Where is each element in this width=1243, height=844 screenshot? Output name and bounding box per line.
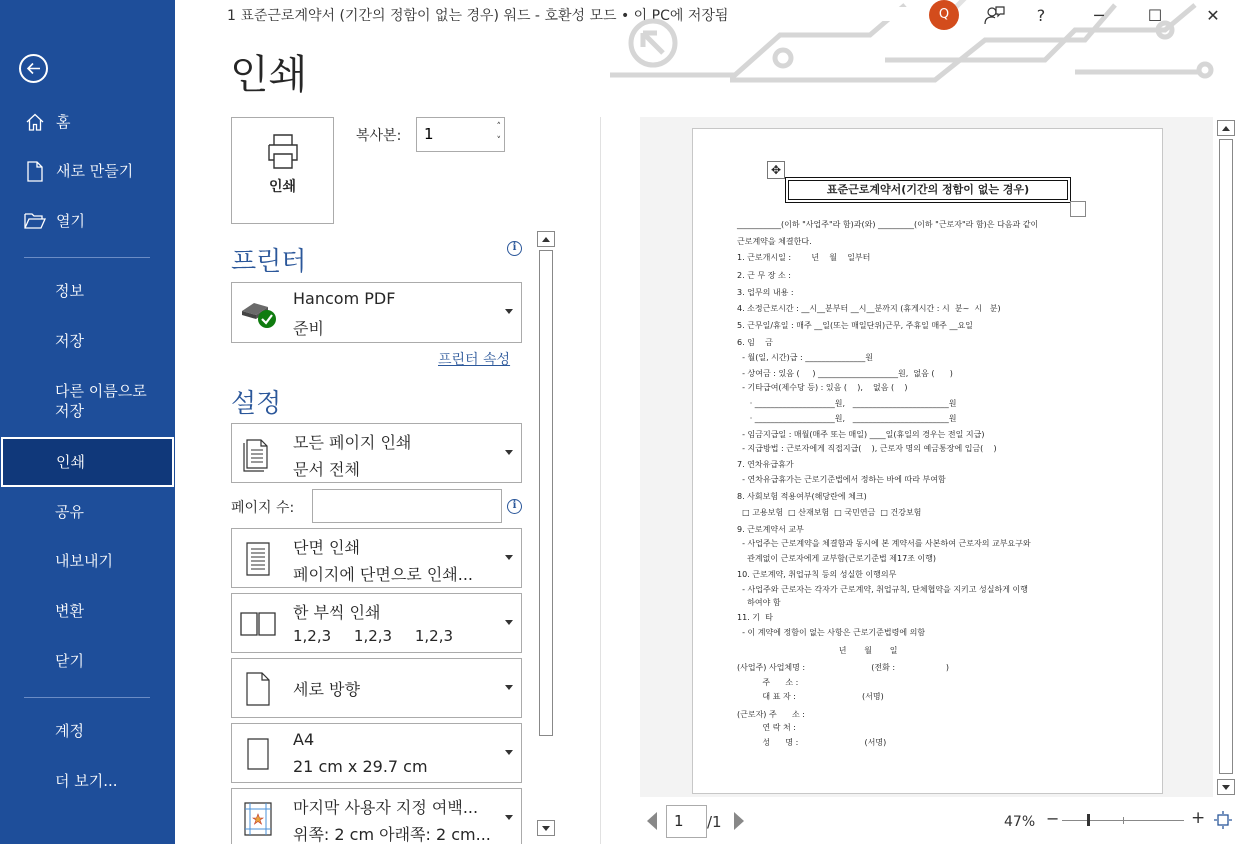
doc-line: 관계없이 근로자에게 교부함(근로기준법 제17조 이행)	[737, 554, 937, 563]
nav-print[interactable]	[1, 437, 174, 487]
doc-line: - 상여금 : 있음 ( ) ____________________원, 없음 ( )	[737, 369, 953, 378]
move-handle-icon: ✥	[767, 161, 785, 179]
zoom-in-button[interactable]: +	[1191, 808, 1206, 828]
nav-save-label: 저장	[55, 332, 84, 350]
paper-icon	[240, 736, 276, 772]
nav-export[interactable]	[0, 538, 175, 584]
doc-line: 1. 근로개시일 : 년 월 일부터	[737, 253, 871, 262]
scroll-up-icon[interactable]	[1217, 120, 1235, 136]
duplex-select[interactable]	[231, 528, 522, 588]
printer-icon	[264, 132, 302, 170]
nav-transform-label: 변환	[55, 602, 84, 620]
nav-new-label: 새로 만들기	[56, 162, 134, 180]
doc-line: - 사업주와 근로자는 각자가 근로계약, 취업규칙, 단체협약을 지키고 성실하게 이행	[737, 585, 1028, 594]
open-folder-icon	[24, 210, 46, 232]
print-range-title: 모든 페이지 인쇄	[293, 433, 412, 452]
nav-home[interactable]	[0, 99, 175, 145]
chevron-down-icon	[505, 685, 513, 690]
doc-line: 4. 소정근로시간 : __시__분부터 __시__분까지 (휴게시간 : 시 분~ 시 분)	[737, 304, 1001, 313]
nav-close-label: 닫기	[55, 652, 84, 670]
back-arrow-icon	[26, 61, 41, 76]
nav-home-label: 홈	[56, 113, 71, 131]
nav-save[interactable]	[0, 318, 175, 364]
doc-line: ___________(이하 "사업주"라 함)과(와) _________(이하 "근로자"라 함)은 다음과 같이	[737, 220, 1039, 229]
print-button-label: 인쇄	[268, 179, 297, 195]
doc-line: - 지급방법 : 근로자에게 직접지급( ), 근로자 명의 예금통장에 입금( )	[737, 444, 997, 453]
nav-account[interactable]	[0, 708, 175, 754]
chevron-down-icon	[505, 450, 513, 455]
doc-line: · ____________________원, ________________________원	[737, 399, 957, 408]
orientation-select[interactable]	[231, 658, 522, 718]
collate-sub: 1,2,3 1,2,3 1,2,3	[293, 627, 454, 645]
margins-title: 마지막 사용자 지정 여백...	[293, 798, 479, 817]
doc-checkbox	[1070, 201, 1086, 217]
nav-info-label: 정보	[55, 282, 84, 300]
doc-line: □ 고용보험 □ 산재보험 □ 국민연금 □ 건강보험	[737, 508, 922, 517]
nav-open-label: 열기	[56, 212, 85, 230]
zoom-slider-thumb[interactable]	[1087, 814, 1090, 826]
maximize-button[interactable]: ☐	[1147, 5, 1163, 25]
margins-icon	[240, 801, 276, 837]
scroll-thumb[interactable]	[1219, 139, 1233, 774]
chevron-down-icon	[505, 555, 513, 560]
zoom-center-tick	[1123, 817, 1124, 824]
coauthor-icon[interactable]	[971, 0, 1017, 30]
zoom-level[interactable]: 47%	[1004, 814, 1036, 830]
portrait-icon	[240, 671, 276, 707]
info-icon[interactable]: i	[507, 499, 522, 514]
nav-more-label: 더 보기...	[55, 772, 118, 790]
settings-scrollbar[interactable]	[537, 231, 555, 836]
nav-account-label: 계정	[55, 722, 84, 740]
paper-size-select[interactable]	[231, 723, 522, 783]
margins-select[interactable]	[231, 788, 522, 844]
copies-spin-icon[interactable]: ˄ ˅	[496, 122, 501, 146]
zoom-to-page-icon[interactable]	[1214, 811, 1232, 829]
doc-line: 대 표 자 : (서명)	[737, 692, 884, 701]
close-button[interactable]: ✕	[1206, 5, 1220, 25]
scroll-thumb[interactable]	[539, 250, 553, 736]
doc-line: 9. 근로계약서 교부	[737, 525, 804, 534]
orientation-title: 세로 방향	[293, 680, 360, 699]
doc-line: 11. 기 타	[737, 613, 773, 622]
collate-title: 한 부씩 인쇄	[293, 603, 381, 622]
nav-more[interactable]	[0, 758, 175, 804]
printer-heading: 프린터	[231, 247, 307, 277]
doc-line: - 이 계약에 정함이 없는 사항은 근로기준법령에 의함	[737, 628, 926, 637]
nav-transform[interactable]	[0, 588, 175, 634]
current-page-input[interactable]: 1	[666, 805, 707, 838]
collate-select[interactable]	[231, 593, 522, 653]
doc-line: - 연차유급휴가는 근로기준법에서 정하는 바에 따라 부여함	[737, 475, 946, 484]
nav-print-label: 인쇄	[56, 453, 85, 471]
next-page-icon[interactable]	[734, 812, 744, 830]
print-range-sub: 문서 전체	[293, 460, 360, 479]
page-title: 인쇄	[230, 52, 308, 98]
doc-line: - 기타급여(제수당 등) : 있음 ( ), 없음 ( )	[737, 383, 908, 392]
doc-line: 연 락 처 :	[737, 723, 796, 732]
printer-name: Hancom PDF	[293, 289, 396, 308]
doc-line: 주 소 :	[737, 678, 799, 687]
doc-line: - 사업주는 근로계약을 체결함과 동시에 본 계약서를 사본하여 근로자의 교부요구와	[737, 539, 1031, 548]
doc-line: 근로계약을 체결한다.	[737, 237, 812, 246]
previous-page-icon[interactable]	[647, 812, 657, 830]
doc-line: - 월(일, 시간)급 : _______________원	[737, 353, 873, 362]
doc-title: 표준근로계약서(기간의 정함이 없는 경우)	[788, 180, 1068, 200]
doc-line: (근로자) 주 소 :	[737, 710, 805, 719]
doc-line: 5. 근무일/휴일 : 매주 __일(또는 매일단위)근무, 주휴일 매주 __요일	[737, 321, 973, 330]
user-avatar[interactable]: Q	[929, 0, 959, 30]
doc-line: 7. 연차유급휴가	[737, 460, 794, 469]
doc-line: · ____________________원, ________________________원	[737, 414, 957, 423]
doc-line: 성 명 : (서명)	[737, 738, 887, 747]
preview-page	[692, 128, 1163, 794]
printer-properties-link[interactable]: 프린터 속성	[438, 352, 511, 368]
doc-line: 10. 근로계약, 취업규칙 등의 성실한 이행의무	[737, 570, 897, 579]
copies-label: 복사본:	[356, 128, 402, 144]
printer-select[interactable]	[231, 282, 522, 343]
page-total: /1	[707, 813, 722, 831]
chevron-down-icon	[505, 309, 513, 314]
nav-open[interactable]	[0, 198, 175, 244]
paper-size-title: A4	[293, 730, 315, 749]
duplex-sub: 페이지에 단면으로 인쇄...	[293, 565, 473, 584]
copies-stepper[interactable]	[416, 117, 505, 152]
chevron-down-icon	[505, 620, 513, 625]
pages-label: 페이지 수:	[231, 500, 295, 516]
collated-icon	[240, 606, 276, 642]
printer-status: 준비	[293, 319, 324, 338]
nav-close[interactable]	[0, 638, 175, 684]
margins-sub: 위쪽: 2 cm 아래쪽: 2 cm...	[293, 825, 491, 844]
nav-separator	[24, 257, 150, 258]
title-bar	[175, 0, 1243, 30]
pages-stack-icon	[240, 436, 276, 472]
help-button[interactable]: ?	[1036, 5, 1046, 25]
doc-line: 2. 근 무 장 소 :	[737, 271, 791, 280]
window-title: 1 표준근로계약서 (기간의 정함이 없는 경우) 워드 - 호환성 모드 • 이 PC에 저장됨	[227, 8, 729, 24]
chevron-down-icon	[505, 750, 513, 755]
pages-input[interactable]	[312, 489, 502, 523]
new-document-icon	[24, 160, 46, 182]
nav-save-as-label: 다른 이름으로 저장	[55, 382, 147, 420]
back-button[interactable]	[19, 54, 48, 83]
doc-line: (사업주) 사업체명 : (전화 : )	[737, 663, 950, 672]
scroll-up-icon[interactable]	[537, 231, 555, 247]
doc-line: - 임금지급일 : 매월(매주 또는 매일) ____일(휴일의 경우는 전일 지급)	[737, 430, 985, 439]
home-icon	[24, 111, 46, 133]
zoom-out-button[interactable]: −	[1046, 809, 1060, 828]
nav-share-label: 공유	[55, 503, 84, 521]
user-name-box	[863, 7, 915, 21]
settings-heading: 설정	[231, 389, 282, 419]
nav-export-label: 내보내기	[55, 552, 113, 570]
doc-line: 8. 사회보험 적용여부(해당란에 체크)	[737, 492, 867, 501]
nav-new[interactable]	[0, 148, 175, 194]
scroll-down-icon[interactable]	[1217, 779, 1235, 795]
doc-line: 3. 업무의 내용 :	[737, 288, 794, 297]
info-icon[interactable]: i	[507, 241, 522, 256]
preview-scrollbar[interactable]	[1217, 120, 1235, 796]
doc-line: 하여야 함	[737, 598, 781, 607]
pane-divider	[600, 117, 601, 844]
nav-share[interactable]	[0, 489, 175, 535]
doc-line: 년 월 일	[737, 646, 898, 655]
copies-input[interactable]	[417, 118, 477, 149]
print-range-select[interactable]	[231, 423, 522, 483]
minimize-button[interactable]: ─	[1094, 5, 1104, 25]
nav-save-as[interactable]	[0, 377, 175, 425]
chevron-down-icon	[505, 815, 513, 820]
nav-info[interactable]	[0, 268, 175, 314]
scroll-down-icon[interactable]	[537, 820, 555, 836]
backstage-sidebar	[0, 0, 175, 844]
one-sided-icon	[240, 541, 276, 577]
print-button[interactable]	[231, 117, 334, 224]
doc-line: 6. 임 금	[737, 338, 773, 347]
paper-size-sub: 21 cm x 29.7 cm	[293, 757, 428, 776]
duplex-title: 단면 인쇄	[293, 538, 360, 557]
printer-ready-icon	[240, 295, 276, 331]
nav-separator	[24, 697, 150, 698]
